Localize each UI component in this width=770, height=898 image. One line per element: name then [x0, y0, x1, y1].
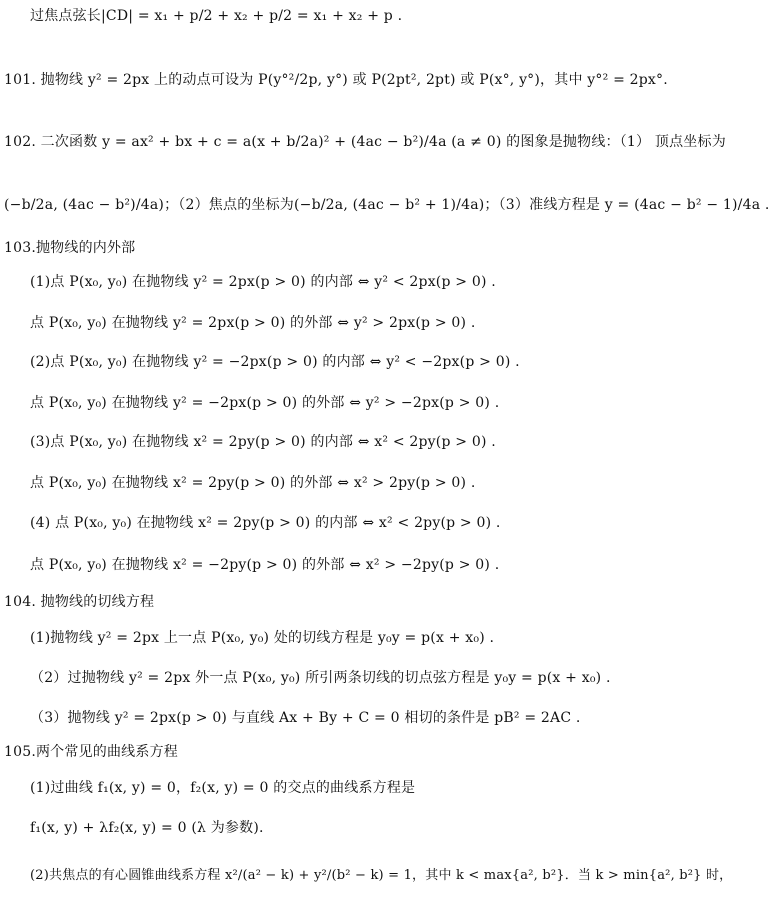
focal-chord-length-line: 过焦点弦长|CD| = x₁ + p/2 + x₂ + p/2 = x₁ + x₂ + p .	[30, 8, 403, 24]
item-105-1: (1)过曲线 f₁(x, y) = 0，f₂(x, y) = 0 的交点的曲线系方程是	[30, 780, 416, 796]
item-104-2: （2）过抛物线 y² = 2px 外一点 P(x₀, y₀) 所引两条切线的切点弦方程是 y₀y = p(x + x₀) .	[30, 670, 611, 686]
item-104-heading: 104. 抛物线的切线方程	[4, 594, 155, 610]
item-103-heading: 103.抛物线的内外部	[4, 240, 136, 256]
item-104-1: (1)抛物线 y² = 2px 上一点 P(x₀, y₀) 处的切线方程是 y₀y = p(x + x₀) .	[30, 630, 495, 646]
item-101: 101. 抛物线 y² = 2px 上的动点可设为 P(y°²/2p, y°) 或 P(2pt², 2pt) 或 P(x°, y°)，其中 y°² = 2px°.	[4, 72, 668, 88]
item-105-heading: 105.两个常见的曲线系方程	[4, 744, 178, 760]
item-103-1-inside: (1)点 P(x₀, y₀) 在抛物线 y² = 2px(p > 0) 的内部 ⇔ y² < 2px(p > 0) .	[30, 274, 496, 290]
item-103-2-outside: 点 P(x₀, y₀) 在抛物线 y² = −2px(p > 0) 的外部 ⇔ y² > −2px(p > 0) .	[30, 395, 500, 411]
item-102-line2: (−b/2a, (4ac − b²)/4a)；（2）焦点的坐标为(−b/2a, (4ac − b² + 1)/4a)；（3）准线方程是 y = (4ac − b² − 1)/4a .	[4, 197, 770, 213]
item-103-4-inside: (4) 点 P(x₀, y₀) 在抛物线 x² = 2py(p > 0) 的内部 ⇔ x² < 2py(p > 0) .	[30, 515, 501, 531]
item-104-3: （3）抛物线 y² = 2px(p > 0) 与直线 Ax + By + C = 0 相切的条件是 pB² = 2AC .	[30, 710, 581, 726]
item-103-3-inside: (3)点 P(x₀, y₀) 在抛物线 x² = 2py(p > 0) 的内部 ⇔ x² < 2py(p > 0) .	[30, 434, 496, 450]
item-105-2: (2)共焦点的有心圆锥曲线系方程 x²/(a² − k) + y²/(b² − k) = 1，其中 k < max{a², b²}．当 k > min{a², b²} 时，	[30, 868, 733, 883]
item-102-line1: 102. 二次函数 y = ax² + bx + c = a(x + b/2a)² + (4ac − b²)/4a (a ≠ 0) 的图象是抛物线：（1） 顶点坐标为	[4, 134, 726, 150]
item-103-2-inside: (2)点 P(x₀, y₀) 在抛物线 y² = −2px(p > 0) 的内部 ⇔ y² < −2px(p > 0) .	[30, 354, 520, 370]
item-105-1-formula: f₁(x, y) + λf₂(x, y) = 0 (λ 为参数).	[30, 820, 264, 836]
item-103-3-outside: 点 P(x₀, y₀) 在抛物线 x² = 2py(p > 0) 的外部 ⇔ x² > 2py(p > 0) .	[30, 475, 476, 491]
item-103-1-outside: 点 P(x₀, y₀) 在抛物线 y² = 2px(p > 0) 的外部 ⇔ y² > 2px(p > 0) .	[30, 315, 476, 331]
item-103-4-outside: 点 P(x₀, y₀) 在抛物线 x² = −2py(p > 0) 的外部 ⇔ x² > −2py(p > 0) .	[30, 557, 500, 573]
